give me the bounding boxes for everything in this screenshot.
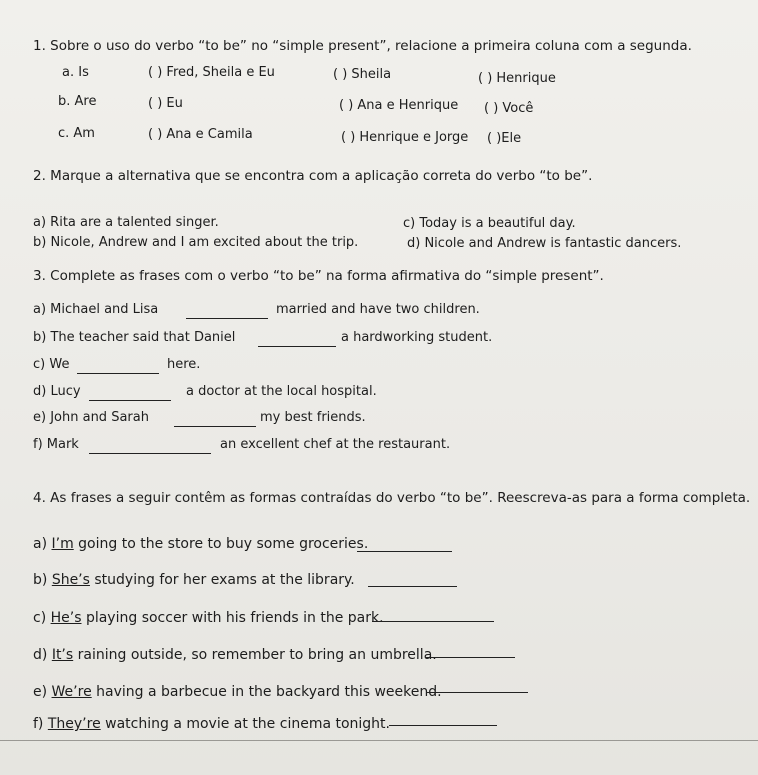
q4-item-f-blank[interactable] (389, 725, 497, 726)
q1-row-c-option-1: ( ) Ana e Camila (148, 127, 253, 142)
q4-item-a (33, 536, 368, 552)
q3-item-e-end: my best friends. (260, 410, 366, 425)
q4-item-c-prefix: c) (33, 610, 51, 626)
q3-item-e-blank[interactable] (174, 426, 256, 427)
q4-item-d (33, 647, 437, 663)
q3-item-c-blank[interactable] (77, 373, 159, 374)
q1-row-c-label: c. Am (58, 126, 95, 141)
q4-item-d-blank[interactable] (425, 657, 515, 658)
q3-item-a-blank[interactable] (186, 318, 268, 319)
q4-item-b (33, 572, 355, 588)
q1-row-a-option-1: ( ) Fred, Sheila e Eu (148, 65, 275, 80)
q4-item-c-rest: playing soccer with his friends in the park. (81, 610, 384, 626)
q4-title: 4. As frases a seguir contêm as formas contraídas do verbo “to be”. Reescreva-as para a forma completa. (33, 490, 751, 506)
q4-item-e (33, 684, 442, 700)
q4-item-b-rest: studying for her exams at the library. (89, 572, 355, 588)
q4-item-b-contraction: She’s (51, 572, 90, 588)
q3-item-e-start: e) John and Sarah (33, 410, 149, 425)
q4-item-f-contraction: They’re (47, 716, 101, 732)
q4-item-d-prefix: d) (33, 647, 52, 663)
q2-option-b: b) Nicole, Andrew and I am excited about the trip. (33, 235, 359, 250)
q4-item-c-contraction: He’s (50, 610, 82, 626)
q1-row-a-option-3: ( ) Henrique (478, 71, 556, 86)
q3-title: 3. Complete as frases com o verbo “to be” na forma afirmativa do “simple present”. (33, 268, 604, 284)
q4-item-a-contraction: I’m (51, 536, 74, 552)
q3-item-d-start: d) Lucy (33, 384, 81, 399)
q1-row-c-option-2: ( ) Henrique e Jorge (341, 130, 469, 145)
q1-title: 1. Sobre o uso do verbo “to be” no “simple present”, relacione a primeira coluna com a segunda. (33, 38, 692, 54)
q4-item-c-blank[interactable] (372, 621, 494, 622)
q1-row-b-option-2: ( ) Ana e Henrique (339, 98, 459, 113)
q4-item-d-rest: raining outside, so remember to bring an umbrella. (73, 647, 437, 663)
q4-item-a-rest: going to the store to buy some groceries. (73, 536, 369, 552)
q4-item-e-blank[interactable] (426, 692, 528, 693)
q1-row-b-label: b. Are (58, 94, 97, 109)
q3-item-b-end: a hardworking student. (341, 330, 493, 345)
q4-item-f-prefix: f) (33, 716, 48, 732)
q3-item-f-start: f) Mark (33, 437, 79, 452)
q2-title: 2. Marque a alternativa que se encontra com a aplicação correta do verbo “to be”. (33, 168, 593, 184)
q3-item-a-end: married and have two children. (276, 302, 480, 317)
q3-item-f-blank[interactable] (89, 453, 211, 454)
q4-item-a-blank[interactable] (357, 551, 452, 552)
q3-item-d-end: a doctor at the local hospital. (186, 384, 377, 399)
q1-row-b-option-1: ( ) Eu (148, 96, 183, 111)
q3-item-d-blank[interactable] (89, 400, 171, 401)
q3-item-c-start: c) We (33, 357, 70, 372)
q1-row-a-label: a. Is (62, 65, 89, 80)
q3-item-f-end: an excellent chef at the restaurant. (220, 437, 451, 452)
q4-item-a-prefix: a) (33, 536, 52, 552)
q4-item-b-blank[interactable] (368, 586, 457, 587)
q3-item-b-start: b) The teacher said that Daniel (33, 330, 236, 345)
q3-item-c-end: here. (167, 357, 201, 372)
q3-item-a-start: a) Michael and Lisa (33, 302, 159, 317)
q2-option-a: a) Rita are a talented singer. (33, 215, 219, 230)
q1-row-c-option-3: ( )Ele (487, 131, 522, 146)
q1-row-b-option-3: ( ) Você (484, 101, 534, 116)
q4-item-f (33, 716, 390, 732)
q2-option-d: d) Nicole and Andrew is fantastic dancers. (407, 236, 682, 251)
q2-option-c: c) Today is a beautiful day. (403, 216, 576, 231)
q4-item-c (33, 610, 384, 626)
q4-item-d-contraction: It’s (51, 647, 74, 663)
q4-item-e-contraction: We’re (51, 684, 92, 700)
page-edge-divider (0, 740, 758, 741)
q4-item-e-prefix: e) (33, 684, 52, 700)
q4-item-b-prefix: b) (33, 572, 52, 588)
q4-item-f-rest: watching a movie at the cinema tonight. (100, 716, 390, 732)
q4-item-e-rest: having a barbecue in the backyard this weekend. (91, 684, 442, 700)
q1-row-a-option-2: ( ) Sheila (333, 67, 392, 82)
q3-item-b-blank[interactable] (258, 346, 336, 347)
